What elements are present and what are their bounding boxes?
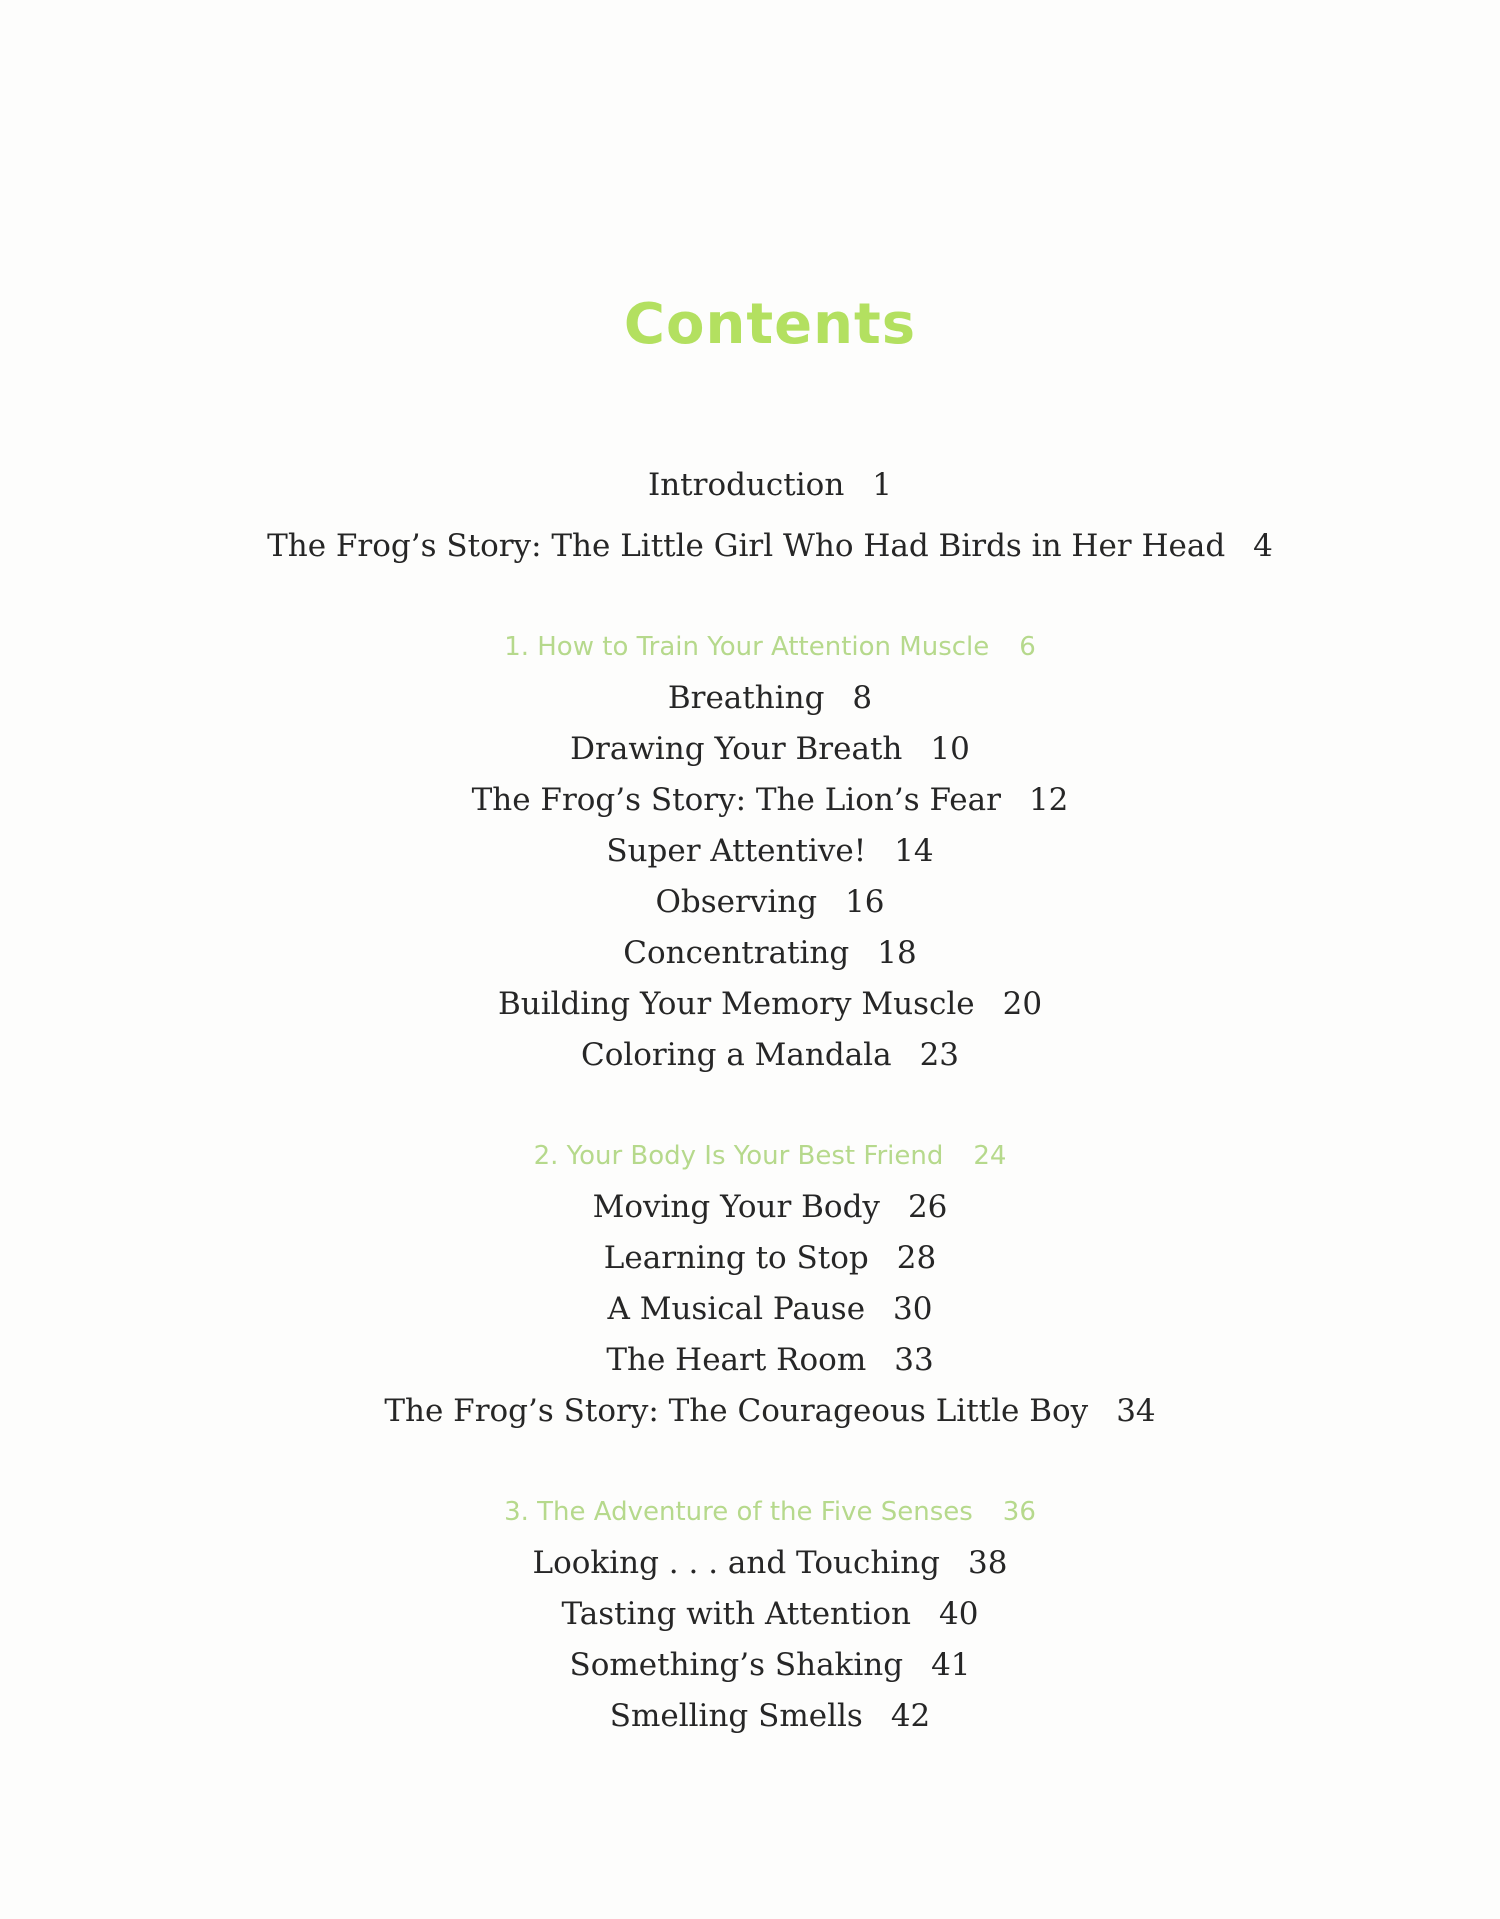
toc-page-number: 41 bbox=[931, 1647, 971, 1683]
toc-entry-title: Building Your Memory Muscle bbox=[497, 986, 975, 1022]
toc-chapter-heading bbox=[0, 1141, 1500, 1171]
toc-entry-title: The Frog’s Story: The Courageous Little Boy bbox=[384, 1393, 1089, 1429]
toc-entry-title: Concentrating bbox=[623, 935, 850, 971]
toc-page-number: 16 bbox=[845, 884, 885, 920]
toc-entry-title: Something’s Shaking bbox=[569, 1647, 904, 1683]
toc-chapter-title: 1. How to Train Your Attention Muscle bbox=[504, 632, 990, 662]
toc-page-number: 24 bbox=[973, 1141, 1007, 1171]
toc-entry bbox=[0, 1647, 1500, 1683]
toc-entry-title: Drawing Your Breath bbox=[570, 731, 903, 767]
toc-entry-title: The Frog’s Story: The Little Girl Who Had Birds in Her Head bbox=[267, 528, 1226, 564]
toc-entry-title: Coloring a Mandala bbox=[580, 1037, 892, 1073]
toc-entry-title: Looking . . . and Touching bbox=[532, 1545, 941, 1581]
toc-entry-title: Observing bbox=[655, 884, 818, 920]
toc-page-number: 36 bbox=[1002, 1497, 1036, 1527]
toc-page-number: 6 bbox=[1019, 632, 1036, 662]
toc-entry bbox=[0, 1240, 1500, 1276]
toc-entry bbox=[0, 731, 1500, 767]
toc-chapter-title: 2. Your Body Is Your Best Friend bbox=[533, 1141, 944, 1171]
toc-chapter-title: 3. The Adventure of the Five Senses bbox=[504, 1497, 973, 1527]
toc-entry bbox=[0, 782, 1500, 818]
toc-page-number: 18 bbox=[877, 935, 917, 971]
toc-entry bbox=[0, 986, 1500, 1022]
toc-entry bbox=[0, 467, 1500, 503]
toc-page-number: 42 bbox=[890, 1698, 931, 1734]
toc-page-number: 14 bbox=[894, 833, 934, 869]
toc-entry-title: The Heart Room bbox=[606, 1342, 867, 1378]
toc-entry bbox=[0, 1189, 1500, 1225]
toc-page-number: 28 bbox=[896, 1240, 937, 1276]
toc-entry bbox=[0, 1342, 1500, 1378]
toc-entry bbox=[0, 1545, 1500, 1581]
toc-page-number: 12 bbox=[1028, 782, 1069, 818]
toc-entry bbox=[0, 680, 1500, 716]
toc-page-number: 23 bbox=[919, 1037, 960, 1073]
page-title: Contents bbox=[623, 292, 917, 357]
toc-entry bbox=[0, 1596, 1500, 1632]
toc-page-number: 30 bbox=[893, 1291, 933, 1327]
toc-entry bbox=[0, 1291, 1500, 1327]
toc-entry-title: Tasting with Attention bbox=[561, 1596, 912, 1632]
toc-entry bbox=[0, 528, 1500, 564]
toc-entry-title: The Frog’s Story: The Lion’s Fear bbox=[471, 782, 1001, 818]
toc-entry bbox=[0, 1037, 1500, 1073]
toc-entry-title: Smelling Smells bbox=[609, 1698, 863, 1734]
toc-entry-title: Learning to Stop bbox=[603, 1240, 869, 1276]
toc-entry bbox=[0, 1393, 1500, 1429]
toc-entry-title: Breathing bbox=[667, 680, 825, 716]
toc-page-number: 4 bbox=[1253, 528, 1273, 564]
toc-page-number: 26 bbox=[907, 1189, 948, 1225]
toc-page-number: 10 bbox=[930, 731, 970, 767]
toc-page-number: 34 bbox=[1116, 1393, 1156, 1429]
toc-page-number: 8 bbox=[852, 680, 873, 716]
toc-entry-title: A Musical Pause bbox=[607, 1291, 866, 1327]
toc-entry bbox=[0, 935, 1500, 971]
toc-page-number: 1 bbox=[872, 467, 893, 503]
toc-chapter-heading bbox=[0, 1497, 1500, 1527]
toc-page-number: 20 bbox=[1002, 986, 1043, 1022]
toc-page-number: 40 bbox=[939, 1596, 979, 1632]
toc-entry-title: Super Attentive! bbox=[606, 833, 867, 869]
toc-page-number: 38 bbox=[968, 1545, 1008, 1581]
toc-entry bbox=[0, 833, 1500, 869]
toc-entry-title: Introduction bbox=[647, 467, 845, 503]
toc-entry-title: Moving Your Body bbox=[592, 1189, 880, 1225]
toc-entry bbox=[0, 884, 1500, 920]
toc-chapter-heading bbox=[0, 632, 1500, 662]
toc-entry bbox=[0, 1698, 1500, 1734]
toc-page-number: 33 bbox=[894, 1342, 934, 1378]
